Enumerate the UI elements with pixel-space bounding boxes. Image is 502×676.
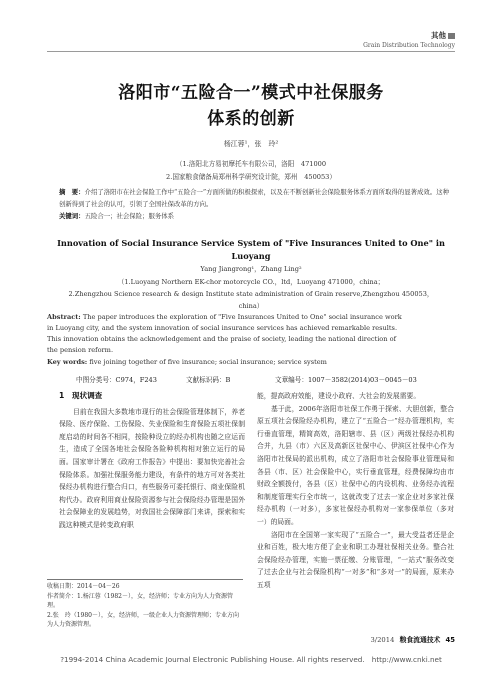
english-abstract-line-3: This innovation obtains the acknowledgement and the praise of society, leading the national direction of [47,335,397,343]
issue-number: 3/2014 [370,636,395,644]
english-keywords-text: five joining together of five insurance; social insurance; service system [89,358,327,366]
english-affiliation-3: china） [238,302,264,310]
page-number: 45 [445,636,455,644]
keywords-cn [59,211,454,223]
english-title-line-1: Innovation of Social Insurance Service System of "Five Insurances United to One" in [57,238,445,248]
right-paragraph-2: 洛阳市在全国第一家实现了“五险合一”，最大受益者还是企业和百姓，极大地方便了企业和职工办理社保相关业务。整合社会保险经办管理，实施一票征缴、分账管理，“一站式”服务改变了过去企业与社会保险机构“一对多”和“多对一”的局面，原来办五项 [257,530,454,589]
section-label: 其他 [431,30,455,41]
document-code: 文献标识码：B [186,376,231,384]
title-line-1: 洛阳市“五险合一”模式中社保服务 [118,83,384,103]
footnote [47,579,243,630]
english-keywords [47,357,455,369]
footnote-author-1: 作者简介：1.杨江蓉（1982－），女，经济师；专业方向为人力资源管理。 [47,592,233,609]
footnote-received: 收稿日期：2014－04－26 [47,583,120,590]
authors-cn: 杨江蓉¹，张 玲² [223,140,279,148]
section-label-en: Grain Distribution Technology [363,42,455,49]
section-heading: 1 现状调查 [59,391,103,400]
copyright-line: ?1994-2014 China Academic Journal Electronic Publishing House. All rights reserved. http://www.cnki.net [60,655,442,664]
affiliation-1: （1.洛阳北方易初摩托车有限公司，洛阳 471000 [175,160,327,168]
right-column [257,390,454,592]
affiliation-2: 2.国家粮食储备局郑州科学研究设计院，郑州 450053） [166,173,336,181]
square-icon [448,33,455,39]
english-authors: Yang Jiangrong¹，Zhang Ling² [200,265,302,273]
english-abstract-text-1: The paper introduces the exploration of "Five Insurances United to One" social insurance work [82,313,402,321]
english-abstract-line-2: in Luoyang city, and the system innovation of social insurance services has achieved remarkable results. [47,324,398,332]
abstract-cn [59,187,454,210]
abstract-cn-text: 介绍了洛阳市在社会保险工作中“五险合一”方面所做的积极探索，以及在不断创新社会保险服务体系方面所取得的显著成效。这种创新得到了社会的认可，引领了全国社保改革的方向。 [59,188,449,208]
left-paragraph: 目前在我国大多数地市现行的社会保险管理体制下，养老保险、医疗保险、工伤保险、失业保险和生育保险五项社保制度启动的时间各不相同，按险种设立的经办机构也随之应运而生，造成了全国各地社会保险各险种机构相对独立运行的局面。国家审计署在《政府工作报告》中提出：要加快完善社会保险体系。加强社保服务能力建设，有条件的地方可对各类社保经办机构进行整合归口，有些服务可委托银行、商业保险机构代办。政府利用商业保险资源参与社会保险经办管理是国外社会保障业的发展趋势，对我国社会保障部门来讲，探索和实践这种模式是转变政府职 [59,407,245,529]
english-affiliation-1: （1.Luoyang Northern EK-chor motorcycle CO.，ltd，Luoyang 471000，china； [117,278,385,286]
english-affiliation-2: 2.Zhengzhou Science research & design Institute state administration of Grain reserve,Zhengzhou 450053， [68,290,434,298]
running-header [0,0,502,52]
abstract-cn-label: 摘 要： [59,188,85,196]
english-title-line-2: Luoyang [231,251,271,261]
english-abstract-label: Abstract: [47,313,81,321]
footnote-author-2: 2.张 玲（1980－），女，经济师，一级企业人力资源管理师；专业方向为人力资源管理。 [47,611,239,628]
clc-number: 中图分类号：C974，F243 [76,376,157,384]
journal-name: 粮食流通技术 [399,636,441,644]
right-paragraph-0: 能，提高政府效能，建设小政府、大社会的发展需要。 [257,392,421,400]
left-column [59,390,245,532]
keywords-cn-text: 五险合一；社会保险；服务体系 [84,212,175,220]
article-number: 文章编号：1007－3582(2014)03－0045－03 [275,376,417,384]
keywords-cn-label: 关键词： [59,212,85,220]
title-line-2: 体系的创新 [207,109,295,129]
page-footer [370,634,455,644]
header-rule [47,51,455,52]
english-keywords-label: Key words: [47,358,88,366]
right-paragraph-1: 基于此，2006年洛阳市社保工作勇于探索、大胆创新，整合原五项社会保险经办机构，建立了“五险合一”经办管理机构，实行垂直管理，精简高效，洛阳辖市、县（区）两级社保经办机构合并，九县（市）六区及高新区社保中心、伊滨区社保中心作为洛阳市社保局的派出机构，成立了洛阳市社会保险事业管理局和各县（市、区）社会保险中心，实行垂直管理，经费保障均由市财政全额拨付，各县（区）社保中心的内设机构、业务经办流程和制度管理实行全市统一，这就改变了过去一家企业对多家社保经办机构（一对多），多家社保经办机构对一家参保单位（多对一）的局面。 [257,404,454,526]
english-abstract-line-4: the pension reform. [47,346,114,354]
